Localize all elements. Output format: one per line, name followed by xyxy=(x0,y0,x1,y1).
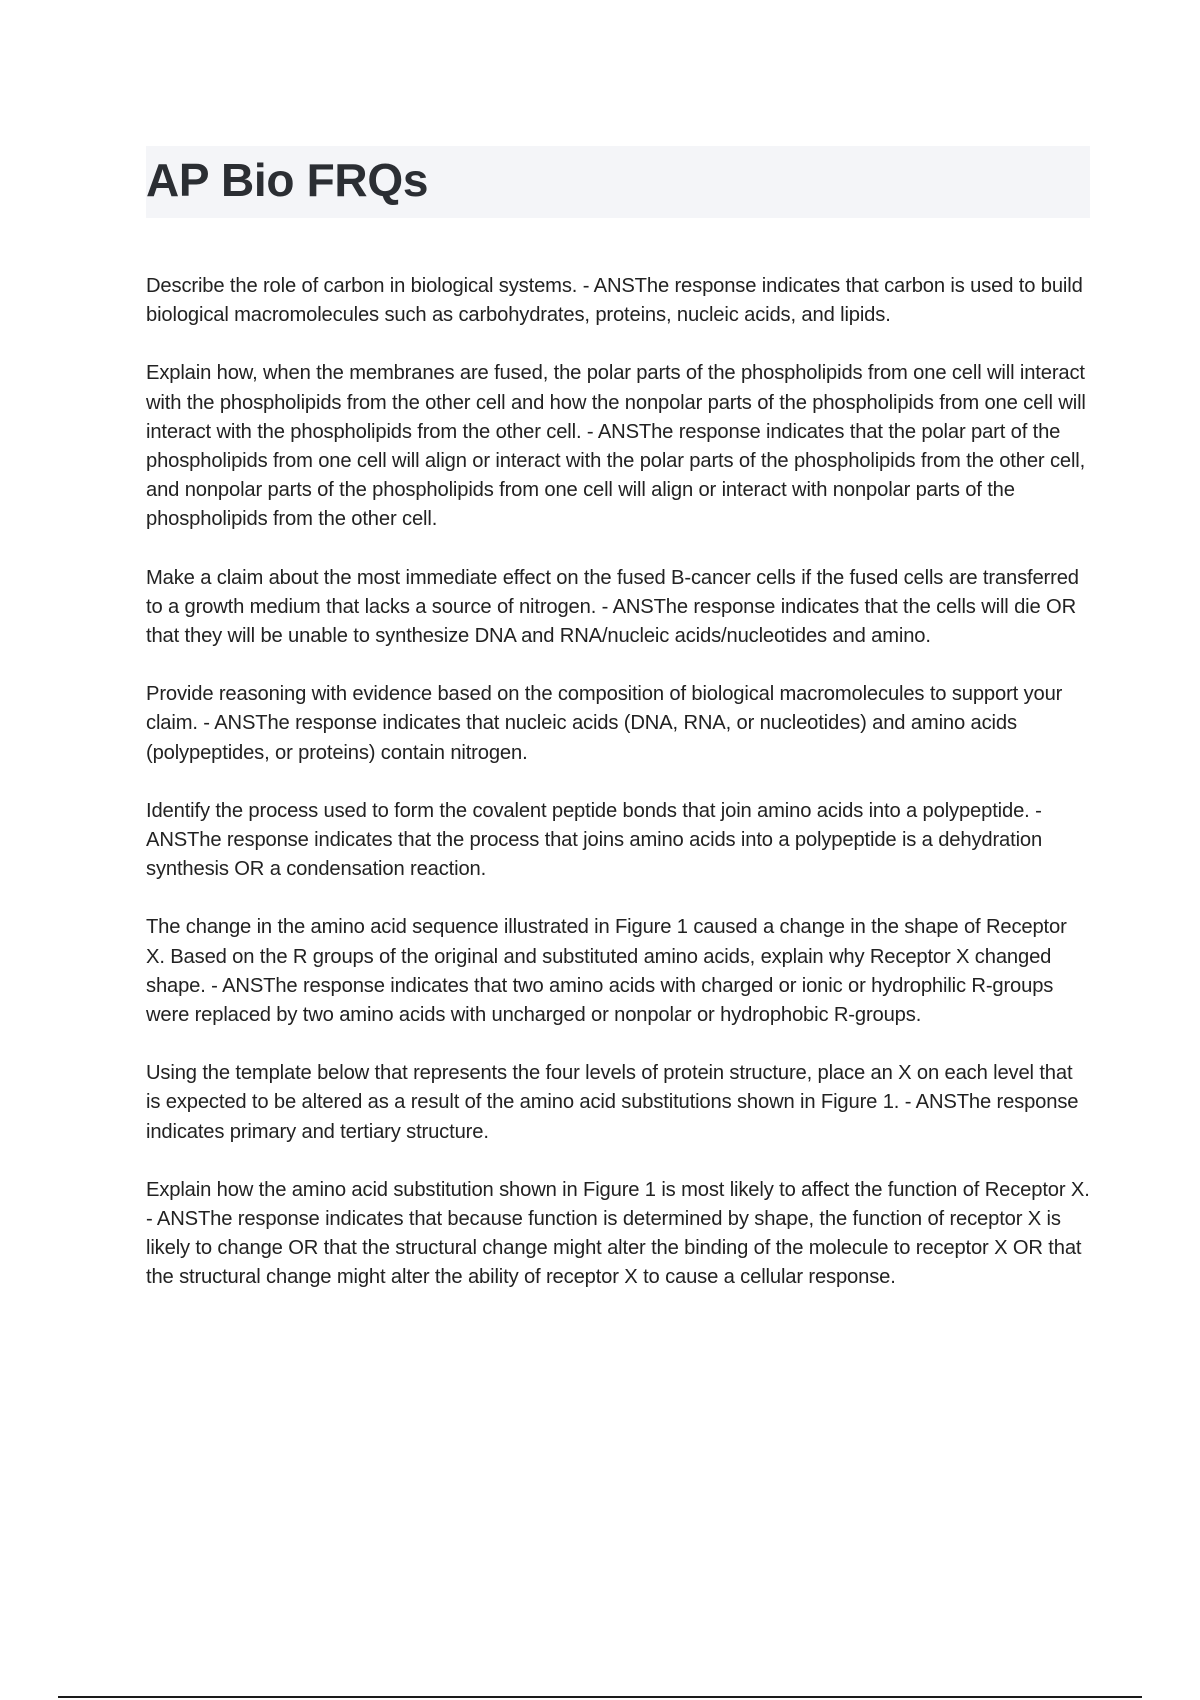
question-text: Make a claim about the most immediate effect on the fused B-cancer cells if the fused cells are transferred to a growth medium that lacks a source of nitrogen. xyxy=(146,566,1079,618)
answer-text: ANSThe response indicates that carbon is used to build biological macromolecules such as carbohydrates, proteins, nucleic acids, and lipids. xyxy=(146,275,1083,327)
question-text: Using the template below that represents the four levels of protein structure, place an X on each level that is expected to be altered as a result of the amino acid substitutions shown in Figure 1. xyxy=(146,1062,1073,1114)
qa-entry xyxy=(146,680,1090,768)
qa-separator: - xyxy=(581,420,598,443)
question-text: Describe the role of carbon in biological systems. xyxy=(146,275,578,297)
qa-separator: - xyxy=(1029,799,1042,822)
question-text: The change in the amino acid sequence illustrated in Figure 1 caused a change in the shape of Receptor X. Based on the R groups of the original and substituted amino acids, explain why Receptor X changed shape. xyxy=(146,916,1067,997)
qa-entry xyxy=(146,564,1090,652)
qa-separator: - xyxy=(596,595,613,618)
answer-text: ANSThe response indicates that the polar part of the phospholipids from one cell will align or interact with the polar parts of the phospholipids from the other cell, and nonpolar parts of the phospholipids from one cell will align or interact with nonpolar parts of the phospholipids from the other cell. xyxy=(146,420,1086,531)
question-text: Identify the process used to form the covalent peptide bonds that join amino acids into a polypeptide. xyxy=(146,799,1030,822)
title-band xyxy=(146,146,1090,218)
footer-divider xyxy=(58,1696,1142,1698)
qa-entry xyxy=(146,1059,1090,1147)
question-text: Explain how the amino acid substitution shown in Figure 1 is most likely to affect the function of Receptor X. xyxy=(146,1178,1090,1201)
answer-text: ANSThe response indicates that because function is determined by shape, the function of receptor X is likely to change OR that the structural change might alter the binding of the molecule to receptor X OR that the structural change might alter the ability of receptor X to cause a cellular response. xyxy=(146,1208,1082,1289)
qa-entry xyxy=(146,272,1090,330)
qa-entry xyxy=(146,359,1090,534)
qa-separator: - xyxy=(577,275,594,297)
document-title: AP Bio FRQs xyxy=(146,154,429,206)
qa-separator: - xyxy=(899,1091,916,1114)
answer-text: ANSThe response indicates that nucleic acids (DNA, RNA, or nucleotides) and amino acids (polypeptides, or proteins) contain nitrogen. xyxy=(146,712,1017,764)
question-text: Explain how, when the membranes are fused, the polar parts of the phospholipids from one cell will interact with the phospholipids from the other cell and how the nonpolar parts of the phospholipids from one cell will interact with the phospholipids from the other cell. xyxy=(146,362,1086,443)
qa-list xyxy=(146,272,1090,1322)
question-text: Provide reasoning with evidence based on the composition of biological macromolecules to support your claim. xyxy=(146,683,1063,735)
answer-text: ANSThe response indicates that the cells will die OR that they will be unable to synthesize DNA and RNA/nucleic acids/nucleotides and amino. xyxy=(146,595,1077,648)
qa-separator: - xyxy=(197,712,215,735)
qa-entry xyxy=(146,1176,1090,1293)
answer-text: ANSThe response indicates that two amino acids with charged or ionic or hydrophilic R-groups were replaced by two amino acids with uncharged or nonpolar or hydrophobic R-groups. xyxy=(146,974,1054,1027)
qa-separator: - xyxy=(205,974,223,997)
answer-text: ANSThe response indicates that the process that joins amino acids into a polypeptide is a dehydration synthesis OR a condensation reaction. xyxy=(146,829,1043,881)
qa-entry xyxy=(146,797,1090,885)
answer-text: ANSThe response indicates primary and tertiary structure. xyxy=(146,1091,1079,1143)
qa-entry xyxy=(146,913,1090,1030)
qa-separator: - xyxy=(146,1208,157,1231)
